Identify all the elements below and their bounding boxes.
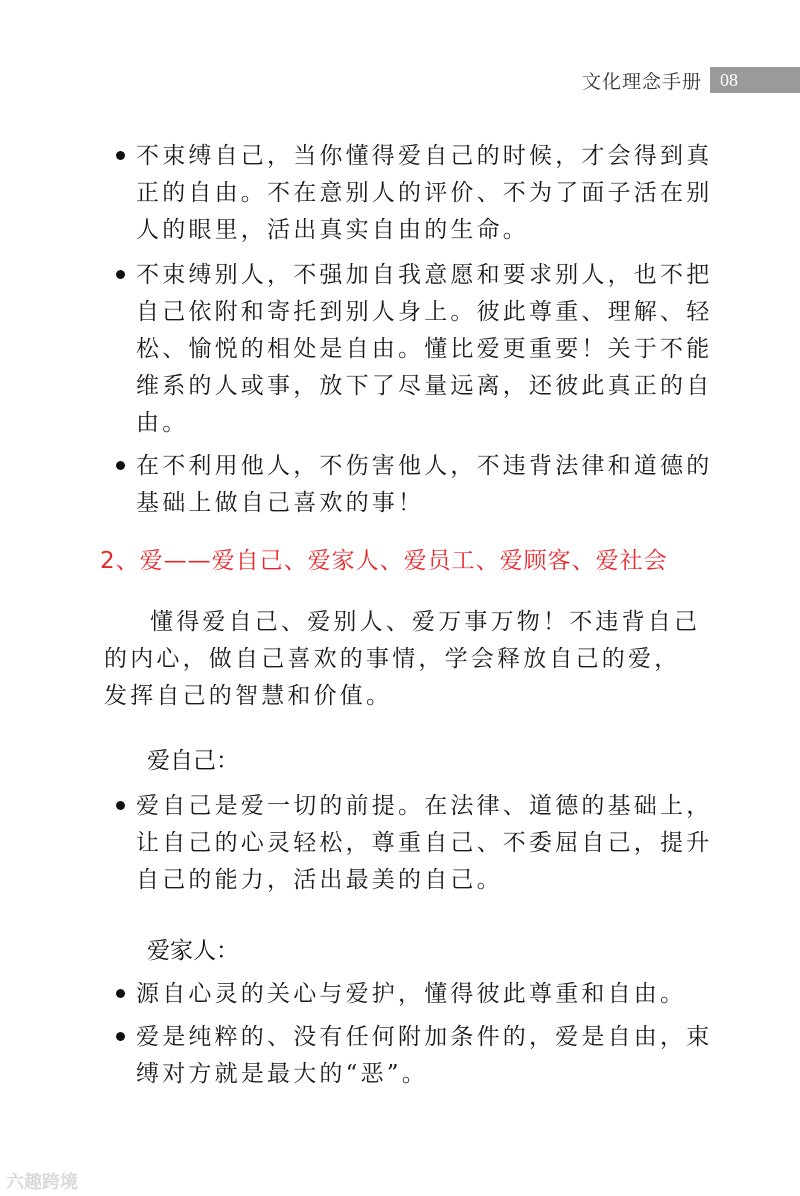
bullet-icon xyxy=(116,461,125,470)
manual-title: 文化理念手册 xyxy=(581,70,702,93)
freedom-bullet-3 xyxy=(128,448,714,522)
bullet-text: 不束缚别人，不强加自我意愿和要求别人，也不把自己依附和寄托到别人身上。彼此尊重、理解、轻松、愉悦的相处是自由。懂比爱更重要！关于不能维系的人或事，放下了尽量远离，还彼此真正的自由。 xyxy=(136,262,713,436)
love-family-bullet-2 xyxy=(128,1019,714,1093)
page-number: 08 xyxy=(710,67,800,93)
bullet-icon xyxy=(116,1032,125,1041)
bullet-text: 在不利用他人，不伤害他人，不违背法律和道德的基础上做自己喜欢的事！ xyxy=(136,453,713,516)
freedom-bullet-1 xyxy=(128,138,714,249)
freedom-bullet-2 xyxy=(128,257,714,442)
love-family-bullet-1 xyxy=(128,976,714,1013)
love-self-heading: 爱自己： xyxy=(147,748,239,774)
bullet-text: 源自心灵的关心与爱护，懂得彼此尊重和自由。 xyxy=(136,981,687,1007)
bullet-icon xyxy=(116,989,125,998)
bullet-text: 爱自己是爱一切的前提。在法律、道德的基础上，让自己的心灵轻松，尊重自己、不委屈自己，提升自己的能力，活出最美的自己。 xyxy=(136,793,713,893)
bullet-text: 爱是纯粹的、没有任何附加条件的，爱是自由，束缚对方就是最大的“恶”。 xyxy=(136,1024,713,1087)
bullet-text: 不束缚自己，当你懂得爱自己的时候，才会得到真正的自由。不在意别人的评价、不为了面子活在别人的眼里，活出真实自由的生命。 xyxy=(136,143,713,243)
love-family-heading: 爱家人： xyxy=(147,938,239,964)
bullet-icon xyxy=(116,801,125,810)
page-header xyxy=(582,66,800,94)
bullet-icon xyxy=(116,270,125,279)
love-self-bullet-1 xyxy=(128,788,714,899)
watermark-logo: 六趣跨境 xyxy=(6,1172,78,1193)
bullet-icon xyxy=(116,151,125,160)
section-title: 2、爱——爱自己、爱家人、爱员工、爱顾客、爱社会 xyxy=(100,548,668,574)
intro-paragraph: 懂得爱自己、爱别人、爱万事万物！不违背自己的内心，做自己喜欢的事情，学会释放自己的爱，发挥自己的智慧和价值。 xyxy=(104,609,701,709)
